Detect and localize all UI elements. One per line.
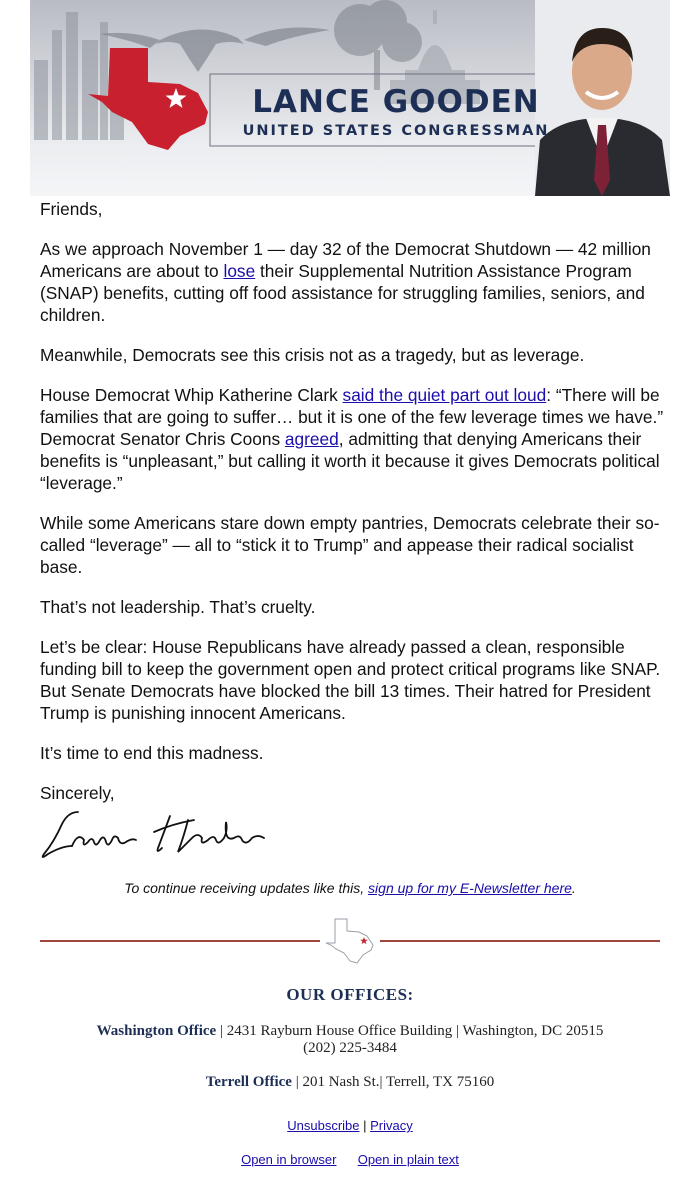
closing: Sincerely, <box>40 783 115 803</box>
open-in-browser-link[interactable]: Open in browser <box>241 1152 337 1167</box>
footer-separator: | <box>359 1118 371 1133</box>
banner-name: LANCE GOODEN <box>252 84 540 120</box>
quiet-part-link[interactable]: said the quiet part out loud <box>342 385 547 405</box>
paragraph-3 <box>40 384 670 494</box>
paragraph-7: It’s time to end this madness. <box>40 743 264 763</box>
newsletter-signup-link[interactable]: sign up for my E-Newsletter here <box>368 880 572 896</box>
washington-office-name: Washington Office <box>96 1023 217 1039</box>
cta-period: . <box>571 880 576 896</box>
paragraph-3-text-c: , admitting that denying Americans their benefits is “unpleasant,” but calling it worth it because it gives Democrats political “leverage.” <box>40 429 660 493</box>
letter-body <box>40 196 670 804</box>
paragraph-1-text-a: As we approach November 1 — day 32 of the Democrat Shutdown — 42 million Americans are about to <box>40 239 651 281</box>
agreed-link[interactable]: agreed <box>284 429 339 449</box>
lose-link[interactable]: lose <box>223 261 256 281</box>
paragraph-4: While some Americans stare down empty pantries, Democrats celebrate their so-called “leverage” — all to “stick it to Trump” and appease their radical socialist base. <box>40 513 660 577</box>
terrell-office-name: Terrell Office <box>205 1074 292 1090</box>
terrell-office-address: | 201 Nash St.| Terrell, TX 75160 <box>291 1074 495 1090</box>
paragraph-1-text-b: their Supplemental Nutrition Assistance Program (SNAP) benefits, cutting off food assistance for struggling families, seniors, and children. <box>40 261 645 325</box>
paragraph-3-text-b: : “There will be families that are going to suffer… but it is one of the few leverage times we have.” Democrat Senator Chris Coons <box>40 385 664 449</box>
cta-text: To continue receiving updates like this, <box>124 880 369 896</box>
divider-right <box>380 940 660 942</box>
washington-office-phone: (202) 225-3484 <box>303 1040 397 1056</box>
signature-image <box>38 802 278 862</box>
footer-links <box>0 1118 700 1133</box>
offices-heading: OUR OFFICES: <box>286 985 414 1004</box>
paragraph-6: Let’s be clear: House Republicans have already passed a clean, responsible funding bill to keep the government open and protect critical programs like SNAP. But Senate Democrats have blocked the bill 13 times. Their hatred for President Trump is punishing innocent Americans. <box>40 637 661 723</box>
washington-office-address: | 2431 Rayburn House Office Building | Washington, DC 20515 <box>216 1023 604 1039</box>
terrell-office <box>0 1074 700 1091</box>
newsletter-cta <box>0 880 700 896</box>
paragraph-2: Meanwhile, Democrats see this crisis not as a tragedy, but as leverage. <box>40 345 585 365</box>
washington-office <box>0 1023 700 1057</box>
paragraph-1 <box>40 238 670 326</box>
divider-left <box>40 940 320 942</box>
footer-view-links <box>0 1152 700 1167</box>
banner-subtitle: UNITED STATES CONGRESSMAN <box>242 123 550 139</box>
header-banner <box>30 0 670 196</box>
paragraph-5: That’s not leadership. That’s cruelty. <box>40 597 316 617</box>
unsubscribe-link[interactable]: Unsubscribe <box>287 1118 360 1133</box>
paragraph-3-text-a: House Democrat Whip Katherine Clark <box>40 385 343 405</box>
greeting: Friends, <box>40 199 103 219</box>
texas-outline-icon <box>323 917 377 967</box>
open-in-plain-text-link[interactable]: Open in plain text <box>357 1152 459 1167</box>
privacy-link[interactable]: Privacy <box>370 1118 413 1133</box>
